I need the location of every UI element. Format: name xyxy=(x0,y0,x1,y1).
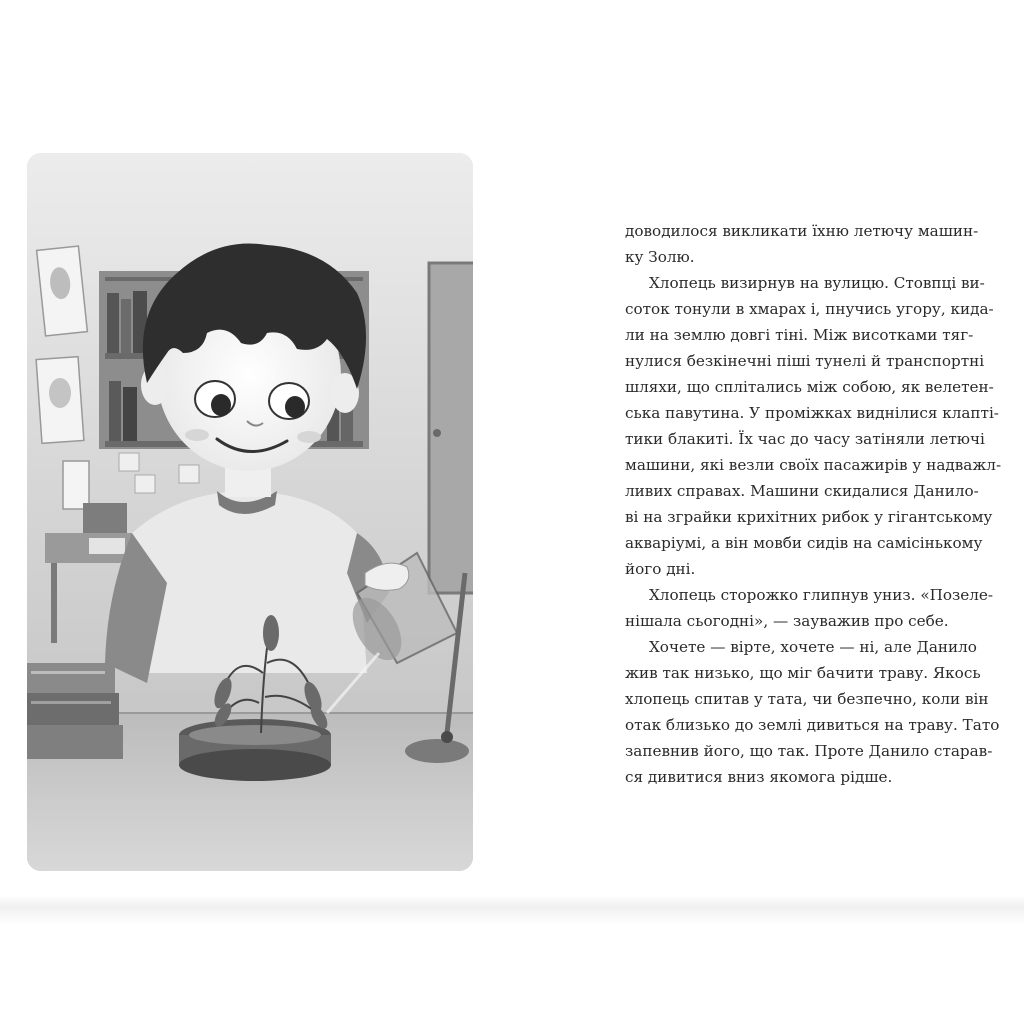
text-line: доводилося викликати їхню летючу машин- xyxy=(625,222,979,240)
story-text xyxy=(625,218,1002,790)
text-line: ві на зграйки крихітних рибок у гігантському xyxy=(625,508,993,526)
text-line: Хлопець визирнув на вулицю. Стовпці ви- xyxy=(649,274,985,292)
paragraph-4 xyxy=(625,634,1000,790)
text-line: хлопець спитав у тата, чи безпечно, коли він xyxy=(625,690,989,708)
text-line: отак близько до землі дивиться на траву. Тато xyxy=(625,716,1000,734)
paragraph-2 xyxy=(625,270,1002,582)
text-line: тики блакиті. Їх час до часу затіняли летючі xyxy=(625,430,985,448)
boy-cheek-right xyxy=(297,431,321,443)
paragraph-1 xyxy=(625,218,979,270)
text-line: ку Золю. xyxy=(625,248,695,266)
text-line: соток тонули в хмарах і, пнучись угору, кида- xyxy=(625,300,994,318)
boy-cheek-left xyxy=(185,429,209,441)
text-line: акваріумі, а він мовби сидів на самісінькому xyxy=(625,534,983,552)
book-stack xyxy=(27,663,123,759)
door-knob xyxy=(433,429,441,437)
wall-poster-3 xyxy=(63,461,89,509)
text-line: машини, які везли своїх пасажирів у надважл- xyxy=(625,456,1002,474)
text-line: нішала сьогодні», — зауважив про себе. xyxy=(625,612,949,630)
plant-pot xyxy=(179,719,331,781)
page-shadow xyxy=(0,895,1024,925)
text-line: ська павутина. У проміжках виднілися клапті- xyxy=(625,404,999,422)
text-line: запевнив його, що так. Проте Данило старав- xyxy=(625,742,993,760)
wall-poster-1 xyxy=(37,246,88,336)
boy-watering-plant-illustration xyxy=(27,153,473,871)
wall-poster-2 xyxy=(36,357,84,444)
text-line: ли на землю довгі тіні. Між висотками тяг- xyxy=(625,326,974,344)
text-line: жив так низько, що міг бачити траву. Якось xyxy=(625,664,981,682)
paragraph-3 xyxy=(625,582,994,634)
door xyxy=(429,263,473,593)
text-line: його дні. xyxy=(625,560,696,578)
text-line: шляхи, що сплітались між собою, як велетен- xyxy=(625,378,994,396)
text-line: ся дивитися вниз якомога рідше. xyxy=(625,768,893,786)
text-line: ливих справах. Машини скидалися Данило- xyxy=(625,482,979,500)
text-line: Хочете — вірте, хочете — ні, але Данило xyxy=(649,638,977,656)
text-line: Хлопець сторожко глипнув униз. «Позеле- xyxy=(649,586,994,604)
text-line: нулися безкінечні піші тунелі й транспортні xyxy=(625,352,985,370)
illustration xyxy=(27,153,473,871)
